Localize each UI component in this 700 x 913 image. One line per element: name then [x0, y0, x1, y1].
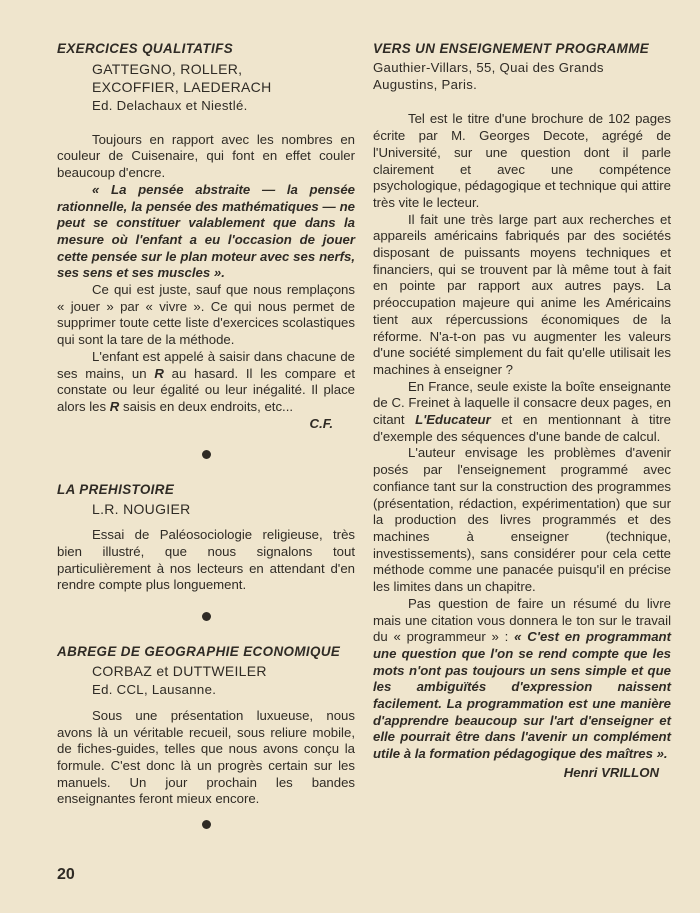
review-la-prehistoire [57, 481, 355, 594]
section-title: ABREGE DE GEOGRAPHIE ECONOMIQUE [57, 644, 341, 660]
authors-line-2: EXCOFFIER, LAEDERACH [92, 79, 272, 95]
review-abrege-geographie [57, 643, 355, 808]
paragraph: Ce qui est juste, sauf que nous remplaçons « jouer » par « vivre ». Ce qui nous permet de supprimer toute cette liste d'exercices scolastiques qui sont la tare de la méthode. [57, 282, 355, 348]
section-title: EXERCICES QUALITATIFS [57, 41, 234, 56]
separator-dot [202, 820, 211, 829]
paragraph: Essai de Paléosociologie religieuse, très bien illustré, que nous signalons tout particulièrement à nos lecteurs en attendant d'en rendre compte plus longuement. [57, 527, 355, 593]
paragraph: Il fait une très large part aux recherches et appareils américains fabriqués par des sociétés disposant de puissants moyens techniques et financiers, qui se trouvent par là même tout à fait en pointe par rapport aux autres pays. La préoccupation majeure qui anime les Américains tient aux répercussions économiques de la réforme. N'a-t-on pas vu augmenter les valeurs d'une société simplement du fait qu'elle utilisait les machines à enseigner ? [373, 211, 671, 377]
quotation: « La pensée abstraite — la pensée rationnelle, la pensée des mathématiques — ne peut se constituer valablement que dans la mesure où l'enfant a eu l'occasion de jouer cette pensée sur le plan moteur avec ses nerfs, ses sens et ses muscles ». [57, 181, 355, 281]
paragraph: En France, seule existe la boîte enseignante de C. Freinet à laquelle il consacre deux pages, en citant L'Educateur et en mentionnant à titre d'exemple des séquences d'une bande de calcul. [373, 378, 671, 444]
paragraph: L'auteur envisage les problèmes d'avenir posés par l'enseignement programmé avec confiance tant sur la construction des programmes (présentation, rédaction, expérimentation) que sur la production des livres programmés et des machines à enseigner (technique, investissements), sans considérer pour cela cette méthode comme une panacée puisqu'il en précise les limites dans un chapitre. [373, 445, 671, 595]
publisher: Ed. CCL, Lausanne. [92, 682, 217, 698]
separator-dot [202, 450, 211, 459]
left-column [57, 40, 355, 829]
paragraph: Tel est le titre d'une brochure de 102 pages écrite par M. Georges Decote, agrégé de l'Université, sur une question dont il parle clairement et avec une compétence psychologique, pédagogique et technique qui attire très vite le lecteur. [373, 111, 671, 210]
publisher: Gauthier-Villars, 55, Quai des Grands Augustins, Paris. [373, 60, 604, 92]
authors: CORBAZ et DUTTWEILER [92, 663, 267, 680]
separator-dot [202, 612, 211, 621]
page-number: 20 [57, 866, 75, 883]
signature: C.F. [309, 415, 333, 431]
publisher: Ed. Delachaux et Niestlé. [92, 98, 248, 113]
paragraph: L'enfant est appelé à saisir dans chacune de ses mains, un R au hasard. Il les compare et constate ou leur égalité ou leur inégalité. Il place alors les R saisis en deux endroits, etc... [57, 348, 355, 414]
paragraph: Sous une présentation luxueuse, nous avons là un véritable recueil, sous reliure mobile, de fiches-guides, telles que nous avons conçu la formule. C'est donc là un progrès certain sur les manuels. Un jour prochain les bandes enseignantes feront mieux encore. [57, 707, 355, 807]
section-title: LA PREHISTOIRE [57, 482, 175, 498]
paragraph: Pas question de faire un résumé du livre mais une citation vous donnera le ton sur le travail du « programmeur » : « C'est en programmant une question que l'on se rend compte que les mots n'ont pas toujours un sens simple et que les ambiguïtés d'expression naissent facilement. La programmation est une manière d'apprendre beaucoup sur l'art d'enseigner et elle pourrait être dans l'avenir un complément utile à la formation pédagogique des maîtres ». [373, 595, 671, 762]
review-exercices-qualitatifs [57, 40, 355, 432]
signature: Henri VRILLON [563, 764, 659, 780]
section-title: VERS UN ENSEIGNEMENT PROGRAMME [373, 41, 650, 56]
authors-line-1: GATTEGNO, ROLLER, [92, 61, 243, 77]
paragraph: Toujours en rapport avec les nombres en couleur de Cuisenaire, qui font en effet couler beaucoup d'encre. [57, 131, 355, 181]
right-column [373, 40, 671, 782]
author: L.R. NOUGIER [92, 501, 191, 518]
